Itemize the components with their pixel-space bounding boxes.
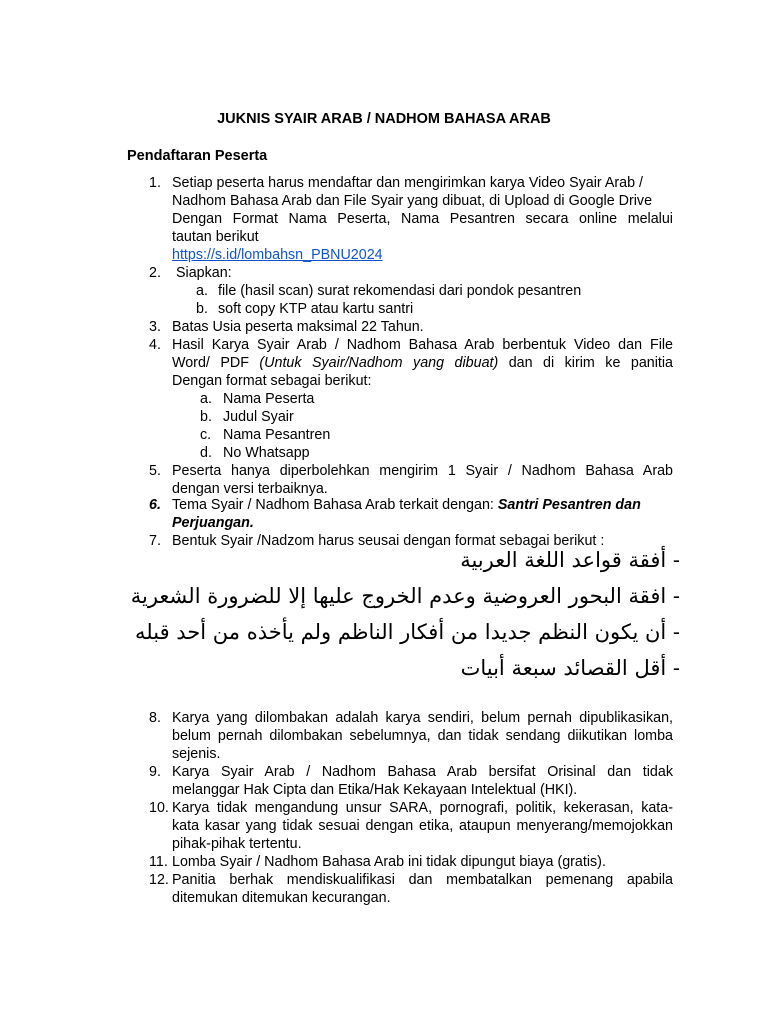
item-5-line: dengan versi terbaiknya. [172, 481, 328, 497]
item-6-theme: Santri Pesantren dan [497, 497, 641, 513]
sub-item-label: b. [200, 409, 212, 425]
item-6-theme: Perjuangan. [172, 515, 254, 531]
registration-link[interactable]: https://s.id/lombahsn_PBNU2024 [172, 247, 383, 263]
item-10-line: kata kasar yang tidak sesuai dengan etika, ataupun menyerang/memojokkan [172, 818, 673, 834]
page-title: JUKNIS SYAIR ARAB / NADHOM BAHASA ARAB [217, 111, 551, 127]
item-4-line [172, 354, 673, 372]
item-number: 3. [149, 319, 161, 335]
arabic-line: - أن يكون النظم جديدا من أفكار الناظم ولم يأخذه من أحد قبله [135, 620, 680, 644]
item-number: 5. [149, 463, 161, 479]
item-12-line: ditemukan ditemukan kecurangan. [172, 890, 391, 906]
sub-item: file (hasil scan) surat rekomendasi dari pondok pesantren [218, 283, 582, 299]
sub-item-label: d. [200, 445, 212, 461]
item-7-text: Bentuk Syair /Nadzom harus seusai dengan format sebagai berikut : [172, 533, 605, 549]
item-number: 11. [149, 854, 168, 870]
item-4-text: Word/ PDF [172, 355, 260, 371]
item-10-line: pihak-pihak tertentu. [172, 836, 302, 852]
arabic-line: - افقة البحور العروضية وعدم الخروج عليها إلا للضرورة الشعرية [130, 584, 680, 608]
sub-item: Judul Syair [223, 409, 294, 425]
item-number: 4. [149, 337, 161, 353]
arabic-line: - أفقة قواعد اللغة العربية [460, 548, 680, 572]
item-4-line: Dengan format sebagai berikut: [172, 373, 372, 389]
item-6-line [172, 496, 641, 514]
item-4-italic: (Untuk Syair/Nadhom yang dibuat) [259, 355, 499, 371]
item-1-line: Nadhom Bahasa Arab dan File Syair yang dibuat, di Upload di Google Drive [172, 193, 653, 209]
sub-item: No Whatsapp [223, 445, 310, 461]
item-4-line: Hasil Karya Syair Arab / Nadhom Bahasa Arab berbentuk Video dan File [172, 337, 673, 353]
section-heading: Pendaftaran Peserta [127, 148, 268, 164]
item-5-line: Peserta hanya diperbolehkan mengirim 1 Syair / Nadhom Bahasa Arab [172, 463, 673, 479]
item-number: 9. [149, 764, 161, 780]
item-1-line: tautan berikut [172, 229, 259, 245]
item-10-line: Karya tidak mengandung unsur SARA, pornografi, politik, kekerasan, kata- [172, 800, 673, 816]
sub-item-label: c. [200, 427, 212, 443]
item-1-line: Dengan Format Nama Peserta, Nama Pesantren secara online melalui [172, 211, 673, 227]
item-8-line: Karya yang dilombakan adalah karya sendiri, belum pernah dipublikasikan, [172, 710, 673, 726]
sub-item: soft copy KTP atau kartu santri [218, 301, 414, 317]
arabic-line: - أقل القصائد سبعة أبيات [460, 656, 680, 680]
item-6-text: Tema Syair / Nadhom Bahasa Arab terkait dengan: [172, 497, 498, 513]
item-number: 10. [149, 800, 169, 816]
item-number: 1. [149, 175, 161, 191]
item-number: 8. [149, 710, 161, 726]
item-3-text: Batas Usia peserta maksimal 22 Tahun. [172, 319, 424, 335]
item-number: 6. [149, 497, 161, 513]
item-4-text: dan di kirim ke panitia [498, 355, 673, 371]
item-9-line: Karya Syair Arab / Nadhom Bahasa Arab bersifat Orisinal dan tidak [172, 764, 673, 780]
item-number: 2. [149, 265, 161, 281]
item-8-line: belum pernah dilombakan sebelumnya, dan tidak sendang diikutikan lomba [172, 728, 673, 744]
item-1-line: Setiap peserta harus mendaftar dan mengirimkan karya Video Syair Arab / [172, 175, 643, 191]
sub-item-label: a. [200, 391, 212, 407]
item-11-text: Lomba Syair / Nadhom Bahasa Arab ini tidak dipungut biaya (gratis). [172, 854, 606, 870]
item-9-line: melanggar Hak Cipta dan Etika/Hak Kekayaan Intelektual (HKI). [172, 782, 578, 798]
item-12-line: Panitia berhak mendiskualifikasi dan membatalkan pemenang apabila [172, 872, 673, 888]
item-8-line: sejenis. [172, 746, 221, 762]
sub-item-label: b. [196, 301, 208, 317]
sub-item-label: a. [196, 283, 208, 299]
sub-item: Nama Peserta [223, 391, 315, 407]
item-number: 7. [149, 533, 161, 549]
item-2-text: Siapkan: [176, 265, 232, 281]
item-number: 12. [149, 872, 169, 888]
sub-item: Nama Pesantren [223, 427, 331, 443]
